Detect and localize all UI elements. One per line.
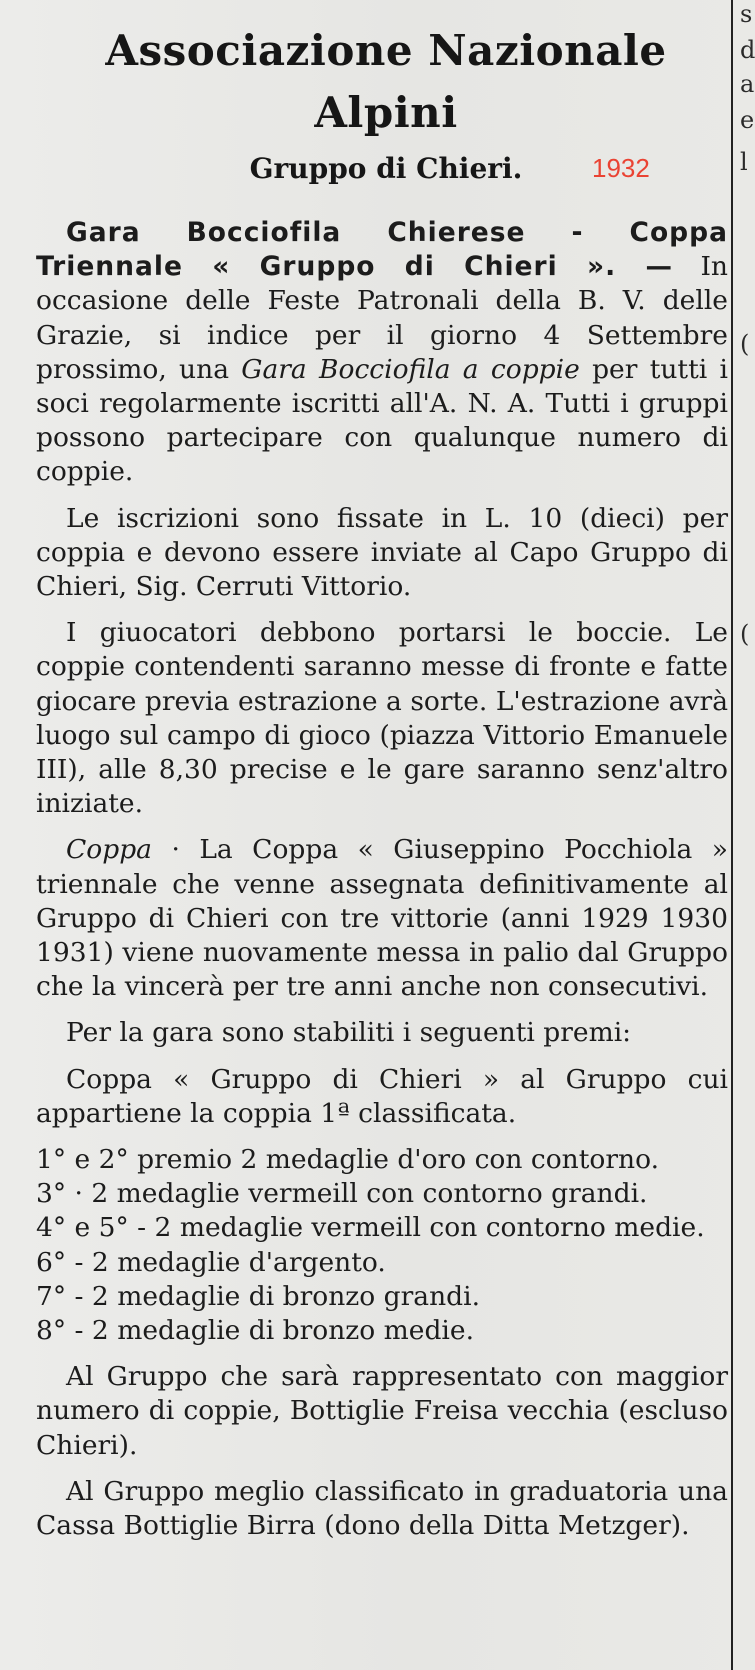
paragraph-4-text: · La Coppa « Giuseppino Pocchiola » triennale che venne assegnata definitivamente al Gruppo di Chieri con tre vittorie (anni 1929 1930 1931) viene nuovamente messa in palio dal Gruppo che la vincerà per tre anni anche non consecutivi.: [36, 834, 728, 1003]
paragraph-1: [36, 216, 728, 490]
paragraph-5: Per la gara sono stabiliti i seguenti premi:: [66, 1017, 632, 1049]
neighbor-fragment: (: [740, 620, 750, 648]
paragraph-4: [36, 833, 728, 1004]
prize-line: 3° · 2 medaglie vermeill con contorno grandi.: [36, 1178, 648, 1210]
prize-line: 8° - 2 medaglie di bronzo medie.: [36, 1315, 475, 1347]
paragraph-2: Le iscrizioni sono fissate in L. 10 (dieci) per coppia e devono essere inviate al Capo Gruppo di Chieri, Sig. Cerruti Vittorio.: [36, 502, 728, 603]
paragraph-1-text-b: per tutti i soci regolarmente iscritti all'A. N. A. Tutti i gruppi possono partecipare con qualunque numero di coppie.: [36, 353, 728, 488]
prize-list: [36, 1143, 728, 1348]
subtitle: Gruppo di Chieri.: [249, 152, 523, 185]
paragraph-7: Al Gruppo che sarà rappresentato con maggior numero di coppie, Bottiglie Freisa vecchia (escluso Chieri).: [36, 1361, 728, 1461]
page-title: Associazione Nazionale Alpini: [105, 26, 667, 137]
paragraph-4-italic: Coppa: [66, 834, 152, 866]
neighbor-fragment: e: [740, 106, 755, 134]
year-annotation: 1932: [592, 153, 650, 183]
paragraph-1-text-a: In occasione delle Feste Patronali della B. V. delle Grazie, si indice per il giorno 4 Settembre prossimo, una: [36, 251, 728, 385]
article-body: [36, 216, 728, 1543]
neighbor-column-edge: [740, 0, 755, 1670]
prize-line: 1° e 2° premio 2 medaglie d'oro con contorno.: [36, 1144, 659, 1176]
neighbor-fragment: (: [740, 330, 750, 358]
neighbor-fragment: l: [740, 148, 748, 176]
paragraph-3: I giuocatori debbono portarsi le boccie. Le coppie contendenti saranno messe di fronte e fatte giocare previa estrazione a sorte. L'estrazione avrà luogo sul campo di gioco (piazza Vittorio Emanuele III), alle 8,30 precise e le gare saranno senz'altro iniziate.: [36, 617, 728, 820]
article-column: [36, 20, 736, 1555]
paragraph-1-italic: Gara Bocciofila a coppie: [241, 353, 580, 385]
neighbor-fragment: d: [740, 36, 755, 64]
neighbor-fragment: a: [740, 70, 755, 98]
lead-heading: Gara Bocciofila Chierese - Coppa Triennale « Gruppo di Chieri ». —: [36, 217, 728, 283]
prize-line: 6° - 2 medaglie d'argento.: [36, 1246, 386, 1278]
neighbor-fragment: s: [740, 0, 753, 28]
prize-line: 7° - 2 medaglie di bronzo grandi.: [36, 1280, 481, 1312]
paragraph-8: Al Gruppo meglio classificato in graduatoria una Cassa Bottiglie Birra (dono della Ditta Metzger).: [36, 1475, 728, 1542]
column-divider: [731, 0, 733, 1670]
paragraph-6: Coppa « Gruppo di Chieri » al Gruppo cui appartiene la coppia 1ª classificata.: [36, 1063, 728, 1129]
prize-line: 4° e 5° - 2 medaglie vermeill con contorno medie.: [36, 1212, 705, 1244]
subtitle-row: [36, 144, 736, 194]
